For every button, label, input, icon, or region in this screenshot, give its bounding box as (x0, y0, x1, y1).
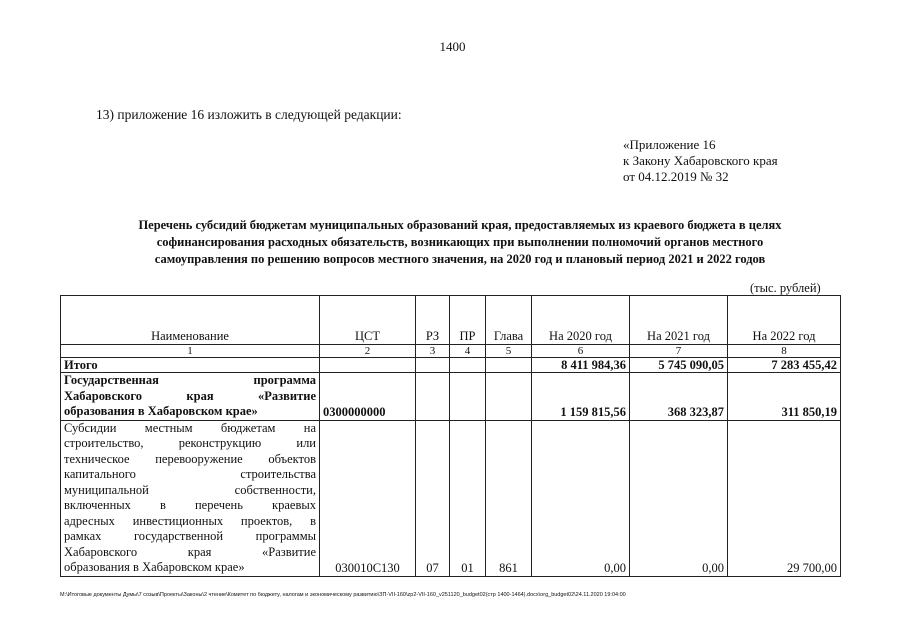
total-2021: 5 745 090,05 (630, 358, 728, 373)
column-number: 8 (728, 345, 841, 358)
table-row-program (61, 373, 841, 421)
column-number: 3 (416, 345, 450, 358)
table-row-subsidy (61, 420, 841, 576)
column-number: 7 (630, 345, 728, 358)
appendix-line-3: от 04.12.2019 № 32 (623, 169, 729, 184)
column-number: 4 (450, 345, 486, 358)
subsidy-pr: 01 (450, 420, 486, 576)
subsidies-table (60, 295, 841, 577)
appendix-reference (623, 137, 778, 185)
file-path-footer: M:\Итоговые документы Думы\7 созыв\Проекты\Законы\2 чтение\Комитет по бюджету, налогам и экономическому развитию\ЗП-VII-160\zp2-VII-160_v251120_budget02(стр 1400-1464).docx\org_budget02\24.11.2020 19:04:00 (60, 592, 626, 598)
total-2022: 7 283 455,42 (728, 358, 841, 373)
units-label: (тыс. рублей) (750, 281, 821, 295)
title-line-1: Перечень субсидий бюджетам муниципальных образований края, предоставляемых из краевого бюджета в целях (138, 218, 782, 232)
subsidy-name: Субсидии местным бюджетам на строительство, реконструкцию или техническое перевооружение объектов капитального строительства муниципальной собственности, включенных в перечень краевых адресных инвестиционных проектов, в рамках государственной программы Хабаровского края «Развитие образования в Хабаровском крае» (61, 420, 320, 576)
appendix-line-2: к Закону Хабаровского края (623, 153, 778, 168)
header-2020: На 2020 год (532, 296, 630, 345)
column-number: 6 (532, 345, 630, 358)
header-2022: На 2022 год (728, 296, 841, 345)
table-header-row (61, 296, 841, 345)
program-cst: 0300000000 (320, 373, 416, 421)
program-2021: 368 323,87 (630, 373, 728, 421)
subsidy-2020: 0,00 (532, 420, 630, 576)
column-number-row (61, 345, 841, 358)
header-glava: Глава (486, 296, 532, 345)
appendix-line-1: «Приложение 16 (623, 137, 716, 152)
title-line-3: самоуправления по решению вопросов местного значения, на 2020 год и плановый период 2021 и 2022 годов (154, 252, 766, 266)
column-number: 5 (486, 345, 532, 358)
header-2021: На 2021 год (630, 296, 728, 345)
program-2020: 1 159 815,56 (532, 373, 630, 421)
document-title (80, 217, 840, 268)
column-number: 2 (320, 345, 416, 358)
subsidy-2022: 29 700,00 (728, 420, 841, 576)
page-number: 1400 (439, 39, 466, 54)
total-label: Итого (61, 358, 320, 373)
program-name: Государственная программа Хабаровского края «Развитие образования в Хабаровском крае» (61, 373, 320, 421)
title-line-2: софинансирования расходных обязательств, возникающих при выполнении полномочий органов местного (156, 235, 764, 249)
table-row-total (61, 358, 841, 373)
header-name: Наименование (61, 296, 320, 345)
program-2022: 311 850,19 (728, 373, 841, 421)
subsidy-rz: 07 (416, 420, 450, 576)
header-cst: ЦСТ (320, 296, 416, 345)
column-number: 1 (61, 345, 320, 358)
total-2020: 8 411 984,36 (532, 358, 630, 373)
intro-text: 13) приложение 16 изложить в следующей редакции: (96, 107, 402, 122)
header-rz: РЗ (416, 296, 450, 345)
subsidy-glava: 861 (486, 420, 532, 576)
subsidy-2021: 0,00 (630, 420, 728, 576)
header-pr: ПР (450, 296, 486, 345)
subsidy-cst: 030010С130 (320, 420, 416, 576)
